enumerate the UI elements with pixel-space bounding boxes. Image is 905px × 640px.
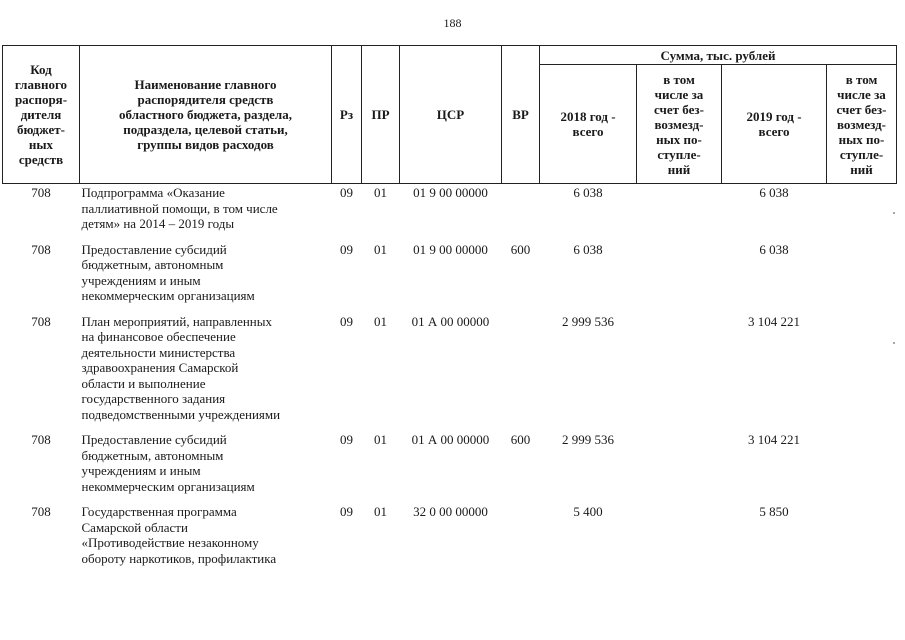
table-row	[3, 184, 897, 241]
header-2018-total: 2018 год - всего	[540, 65, 637, 184]
row-csr: 01 9 00 00000	[413, 241, 488, 257]
header-2019-gratuitous: в том числе за счет без- возмезд- ных по- ступле- ний	[827, 65, 897, 184]
header-pr: ПР	[362, 46, 400, 184]
header-sum-group: Сумма, тыс. рублей	[540, 46, 897, 65]
row-vr: 600	[510, 241, 531, 257]
row-rz: 09	[340, 313, 353, 329]
row-vr	[502, 313, 540, 432]
table-header	[3, 46, 897, 184]
row-2018-gratuitous	[637, 313, 722, 432]
table-row	[3, 503, 897, 575]
row-code: 708	[31, 432, 51, 447]
header-vr: ВР	[502, 46, 540, 184]
table-row	[3, 241, 897, 313]
page-number: 188	[443, 16, 462, 30]
header-2019-total: 2019 год - всего	[722, 65, 827, 184]
row-csr: 32 0 00 00000	[413, 504, 488, 519]
row-csr: 01 А 00 00000	[411, 432, 490, 447]
row-2019-total: 6 038	[759, 241, 789, 257]
row-name: Предоставление субсидий бюджетным, автономным учреждениям и иным некоммерческим организациям	[81, 241, 255, 303]
row-2019-total: 3 104 221	[748, 313, 800, 329]
row-2018-total: 2 999 536	[562, 432, 614, 447]
row-2019-gratuitous	[827, 431, 897, 503]
scan-speck	[893, 212, 895, 214]
row-pr: 01	[374, 185, 387, 200]
row-vr	[502, 184, 540, 241]
row-rz: 09	[340, 241, 353, 257]
row-2019-total: 5 850	[759, 504, 789, 519]
header-name: Наименование главного распорядителя средств областного бюджета, раздела, подраздела, целевой статьи, группы видов расходов	[80, 46, 332, 184]
row-vr	[502, 503, 540, 575]
row-code: 708	[31, 241, 51, 257]
row-rz: 09	[340, 504, 353, 519]
row-2019-gratuitous	[827, 184, 897, 241]
row-2019-gratuitous	[827, 241, 897, 313]
row-name: Государственная программа Самарской области «Противодействие незаконному обороту наркотиков, профилактика	[81, 504, 277, 566]
row-2018-gratuitous	[637, 241, 722, 313]
row-2019-gratuitous	[827, 313, 897, 432]
header-code: Код главного распоря- дителя бюджет- ных средств	[3, 46, 80, 184]
row-2018-gratuitous	[637, 431, 722, 503]
row-code: 708	[31, 313, 51, 329]
header-rz: Рз	[332, 46, 362, 184]
row-name: Предоставление субсидий бюджетным, автономным учреждениям и иным некоммерческим организациям	[81, 432, 255, 494]
table-row	[3, 313, 897, 432]
row-2019-gratuitous	[827, 503, 897, 575]
row-pr: 01	[374, 241, 387, 257]
row-rz: 09	[340, 185, 353, 200]
row-pr: 01	[374, 504, 387, 519]
table-body	[3, 184, 897, 576]
row-2018-total: 5 400	[573, 504, 603, 519]
row-2018-total: 2 999 536	[562, 313, 614, 329]
budget-table	[2, 45, 897, 575]
row-code: 708	[31, 185, 51, 200]
header-2018-gratuitous: в том числе за счет без- возмезд- ных по- ступле- ний	[637, 65, 722, 184]
row-pr: 01	[374, 313, 387, 329]
row-name: План мероприятий, направленных на финансовое обеспечение деятельности министерства здравоохранения Самарской области и выполнение государственного задания подведомственными учреждениями	[81, 313, 281, 422]
header-csr: ЦСР	[400, 46, 502, 184]
row-2019-total: 6 038	[759, 185, 789, 200]
table-row	[3, 431, 897, 503]
row-2018-gratuitous	[637, 184, 722, 241]
row-name: Подпрограмма «Оказание паллиативной помощи, в том числе детям» на 2014 – 2019 годы	[81, 185, 278, 231]
row-csr: 01 9 00 00000	[413, 185, 488, 200]
scan-speck	[893, 342, 895, 344]
row-2018-total: 6 038	[573, 241, 603, 257]
row-rz: 09	[340, 432, 353, 447]
row-pr: 01	[374, 432, 387, 447]
row-code: 708	[31, 504, 51, 519]
row-2018-gratuitous	[637, 503, 722, 575]
row-2019-total: 3 104 221	[748, 432, 800, 447]
row-vr: 600	[510, 432, 531, 447]
row-2018-total: 6 038	[573, 185, 603, 200]
row-csr: 01 А 00 00000	[411, 313, 490, 329]
